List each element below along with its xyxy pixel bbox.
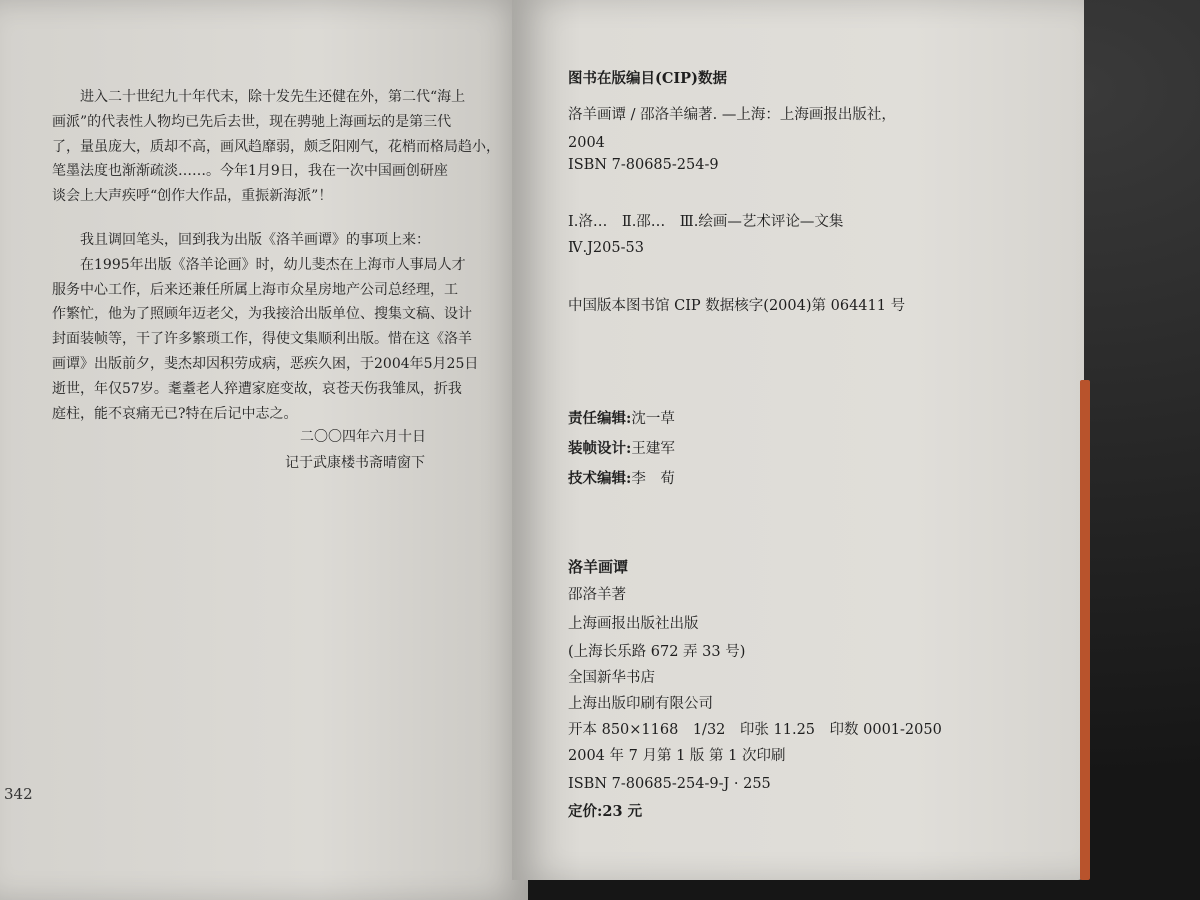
credit-value: 沈一草 [631, 411, 675, 427]
book-distributor: 全国新华书店 [568, 670, 655, 686]
book-publisher: 上海画报出版社出版 [568, 616, 699, 632]
book-price [568, 800, 642, 825]
credit-label: 责任编辑: [568, 410, 632, 427]
text-line: 在1995年出版《洛羊论画》时，幼儿斐杰在上海市人事局人才 [52, 256, 466, 273]
signature-place: 记于武康楼书斋晴窗下 [285, 455, 425, 471]
book-cover-edge [1080, 380, 1090, 880]
book-specs: 开本 850×1168 1/32 印张 11.25 印数 0001-2050 [568, 722, 942, 738]
text-line: 庭柱，能不哀痛无已?特在后记中志之。 [52, 405, 298, 422]
text-line: 笔墨法度也渐渐疏淡……。今年1月9日，我在一次中国画创研座 [52, 163, 448, 180]
book-printer: 上海出版印刷有限公司 [568, 696, 713, 712]
cip-year: 2004 [568, 135, 605, 151]
text-line: 我且调回笔头，回到我为出版《洛羊画谭》的事项上来： [52, 232, 430, 248]
afterword-paragraph-1 [52, 85, 500, 209]
book-author: 邵洛羊著 [568, 587, 626, 603]
text-line: 画谭》出版前夕，斐杰却因积劳成病，恶疾久困，于2004年5月25日 [52, 355, 479, 372]
text-line: 进入二十世纪九十年代末，除十发先生还健在外，第二代“海上 [52, 89, 466, 105]
cip-isbn: ISBN 7-80685-254-9 [568, 157, 719, 173]
price-value: 23 元 [602, 803, 643, 820]
credit-designer [568, 437, 675, 462]
book-edition: 2004 年 7 月第 1 版 第 1 次印刷 [568, 748, 786, 764]
credit-editor [568, 407, 675, 432]
credit-value: 王建军 [631, 441, 675, 457]
cip-classification-number: Ⅳ.J205-53 [568, 240, 644, 256]
credit-label: 装帧设计: [568, 440, 632, 457]
credit-value: 李 荀 [631, 471, 675, 487]
afterword-paragraph-2 [52, 228, 478, 426]
cip-line: 洛羊画谭 / 邵洛羊编著. —上海：上海画报出版社， [568, 107, 896, 123]
text-line: 了，量虽庞大，质却不高，画风趋靡弱，颇乏阳刚气，花梢而格局趋小， [52, 138, 500, 155]
text-line: 逝世，年仅57岁。耄耋老人猝遭家庭变故，哀苍天伤我雏凤，折我 [52, 380, 462, 397]
text-line: 服务中心工作，后来还兼任所属上海市众星房地产公司总经理，工 [52, 281, 458, 298]
cip-classification: Ⅰ.洛… Ⅱ.邵… Ⅲ.绘画—艺术评论—文集 [568, 214, 844, 230]
signature-date: 二〇〇四年六月十日 [300, 429, 426, 445]
credit-technical-editor [568, 467, 675, 492]
text-line: 封面装帧等，干了许多繁琐工作，得使文集顺利出版。惜在这《洛羊 [52, 331, 472, 348]
page-number: 342 [4, 785, 33, 803]
cip-record-number: 中国版本图书馆 CIP 数据核字(2004)第 064411 号 [568, 298, 906, 314]
publisher-address: (上海长乐路 672 弄 33 号) [568, 644, 746, 660]
book-isbn-full: ISBN 7-80685-254-9-J · 255 [568, 776, 771, 792]
book-title: 洛羊画谭 [568, 558, 629, 576]
left-page [0, 0, 528, 900]
credit-label: 技术编辑: [568, 470, 632, 487]
text-line: 作繁忙，他为了照顾年迈老父，为我接洽出版单位、搜集文稿、设计 [52, 306, 472, 323]
price-label: 定价: [568, 803, 603, 820]
text-line: 谈会上大声疾呼“创作大作品，重振新海派”！ [52, 188, 333, 205]
text-line: 画派”的代表性人物均已先后去世，现在骋驰上海画坛的是第三代 [52, 113, 452, 130]
cip-title: 图书在版编目(CIP)数据 [568, 70, 727, 87]
